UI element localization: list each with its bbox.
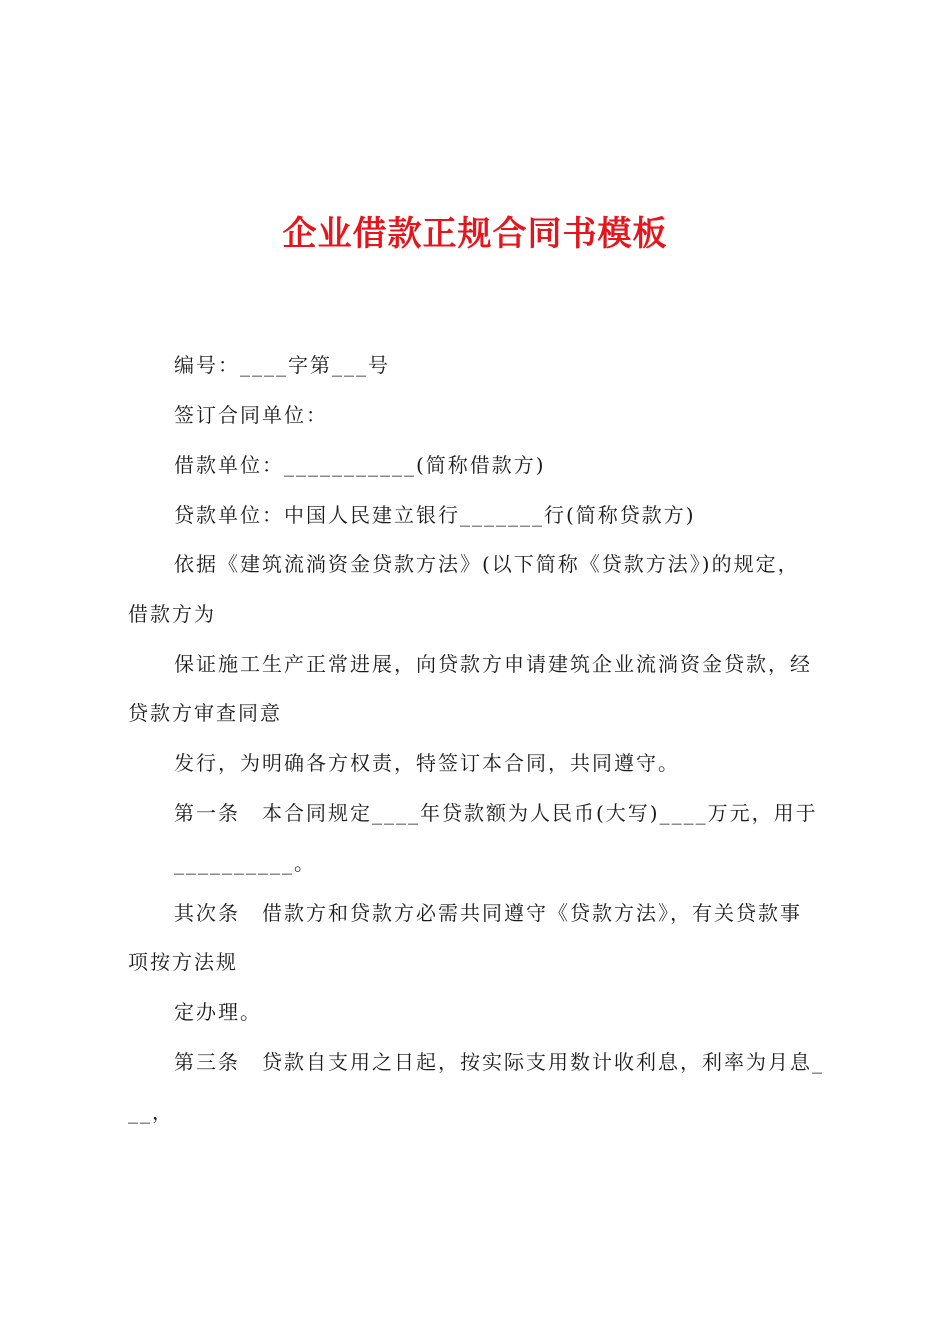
article-1-line-2: __________。 — [174, 851, 316, 875]
preamble-line-5: 发行，为明确各方权责，特签订本合同，共同遵守。 — [174, 751, 680, 775]
article-2-line-2: 项按方法规 — [128, 950, 238, 974]
lender-line: 贷款单位：中国人民建立银行_______行(简称贷款方) — [174, 503, 696, 527]
preamble-line-2: 借款方为 — [128, 602, 216, 626]
preamble-line-4: 贷款方审查同意 — [128, 701, 282, 725]
article-3-line-2: __， — [128, 1100, 174, 1124]
preamble-line-3: 保证施工生产正常进展，向贷款方申请建筑企业流淌资金贷款，经 — [174, 652, 812, 676]
article-2-line-1: 其次条 借款方和贷款方必需共同遵守《贷款方法》，有关贷款事 — [174, 901, 802, 925]
contract-number-line: 编号：____字第___号 — [174, 353, 390, 377]
article-2-line-3: 定办理。 — [174, 1000, 262, 1024]
document-title: 企业借款正规合同书模板 — [282, 214, 668, 254]
preamble-line-1: 依据《建筑流淌资金贷款方法》(以下简称《贷款方法》)的规定， — [174, 552, 800, 576]
signing-parties-label: 签订合同单位： — [174, 403, 328, 427]
article-3-line-1: 第三条 贷款自支用之日起，按实际支用数计收利息，利率为月息_ — [174, 1050, 824, 1074]
article-1-line-1: 第一条 本合同规定____年贷款额为人民币(大写)____万元，用于 — [174, 801, 818, 825]
borrower-line: 借款单位：___________(简称借款方) — [174, 453, 546, 477]
